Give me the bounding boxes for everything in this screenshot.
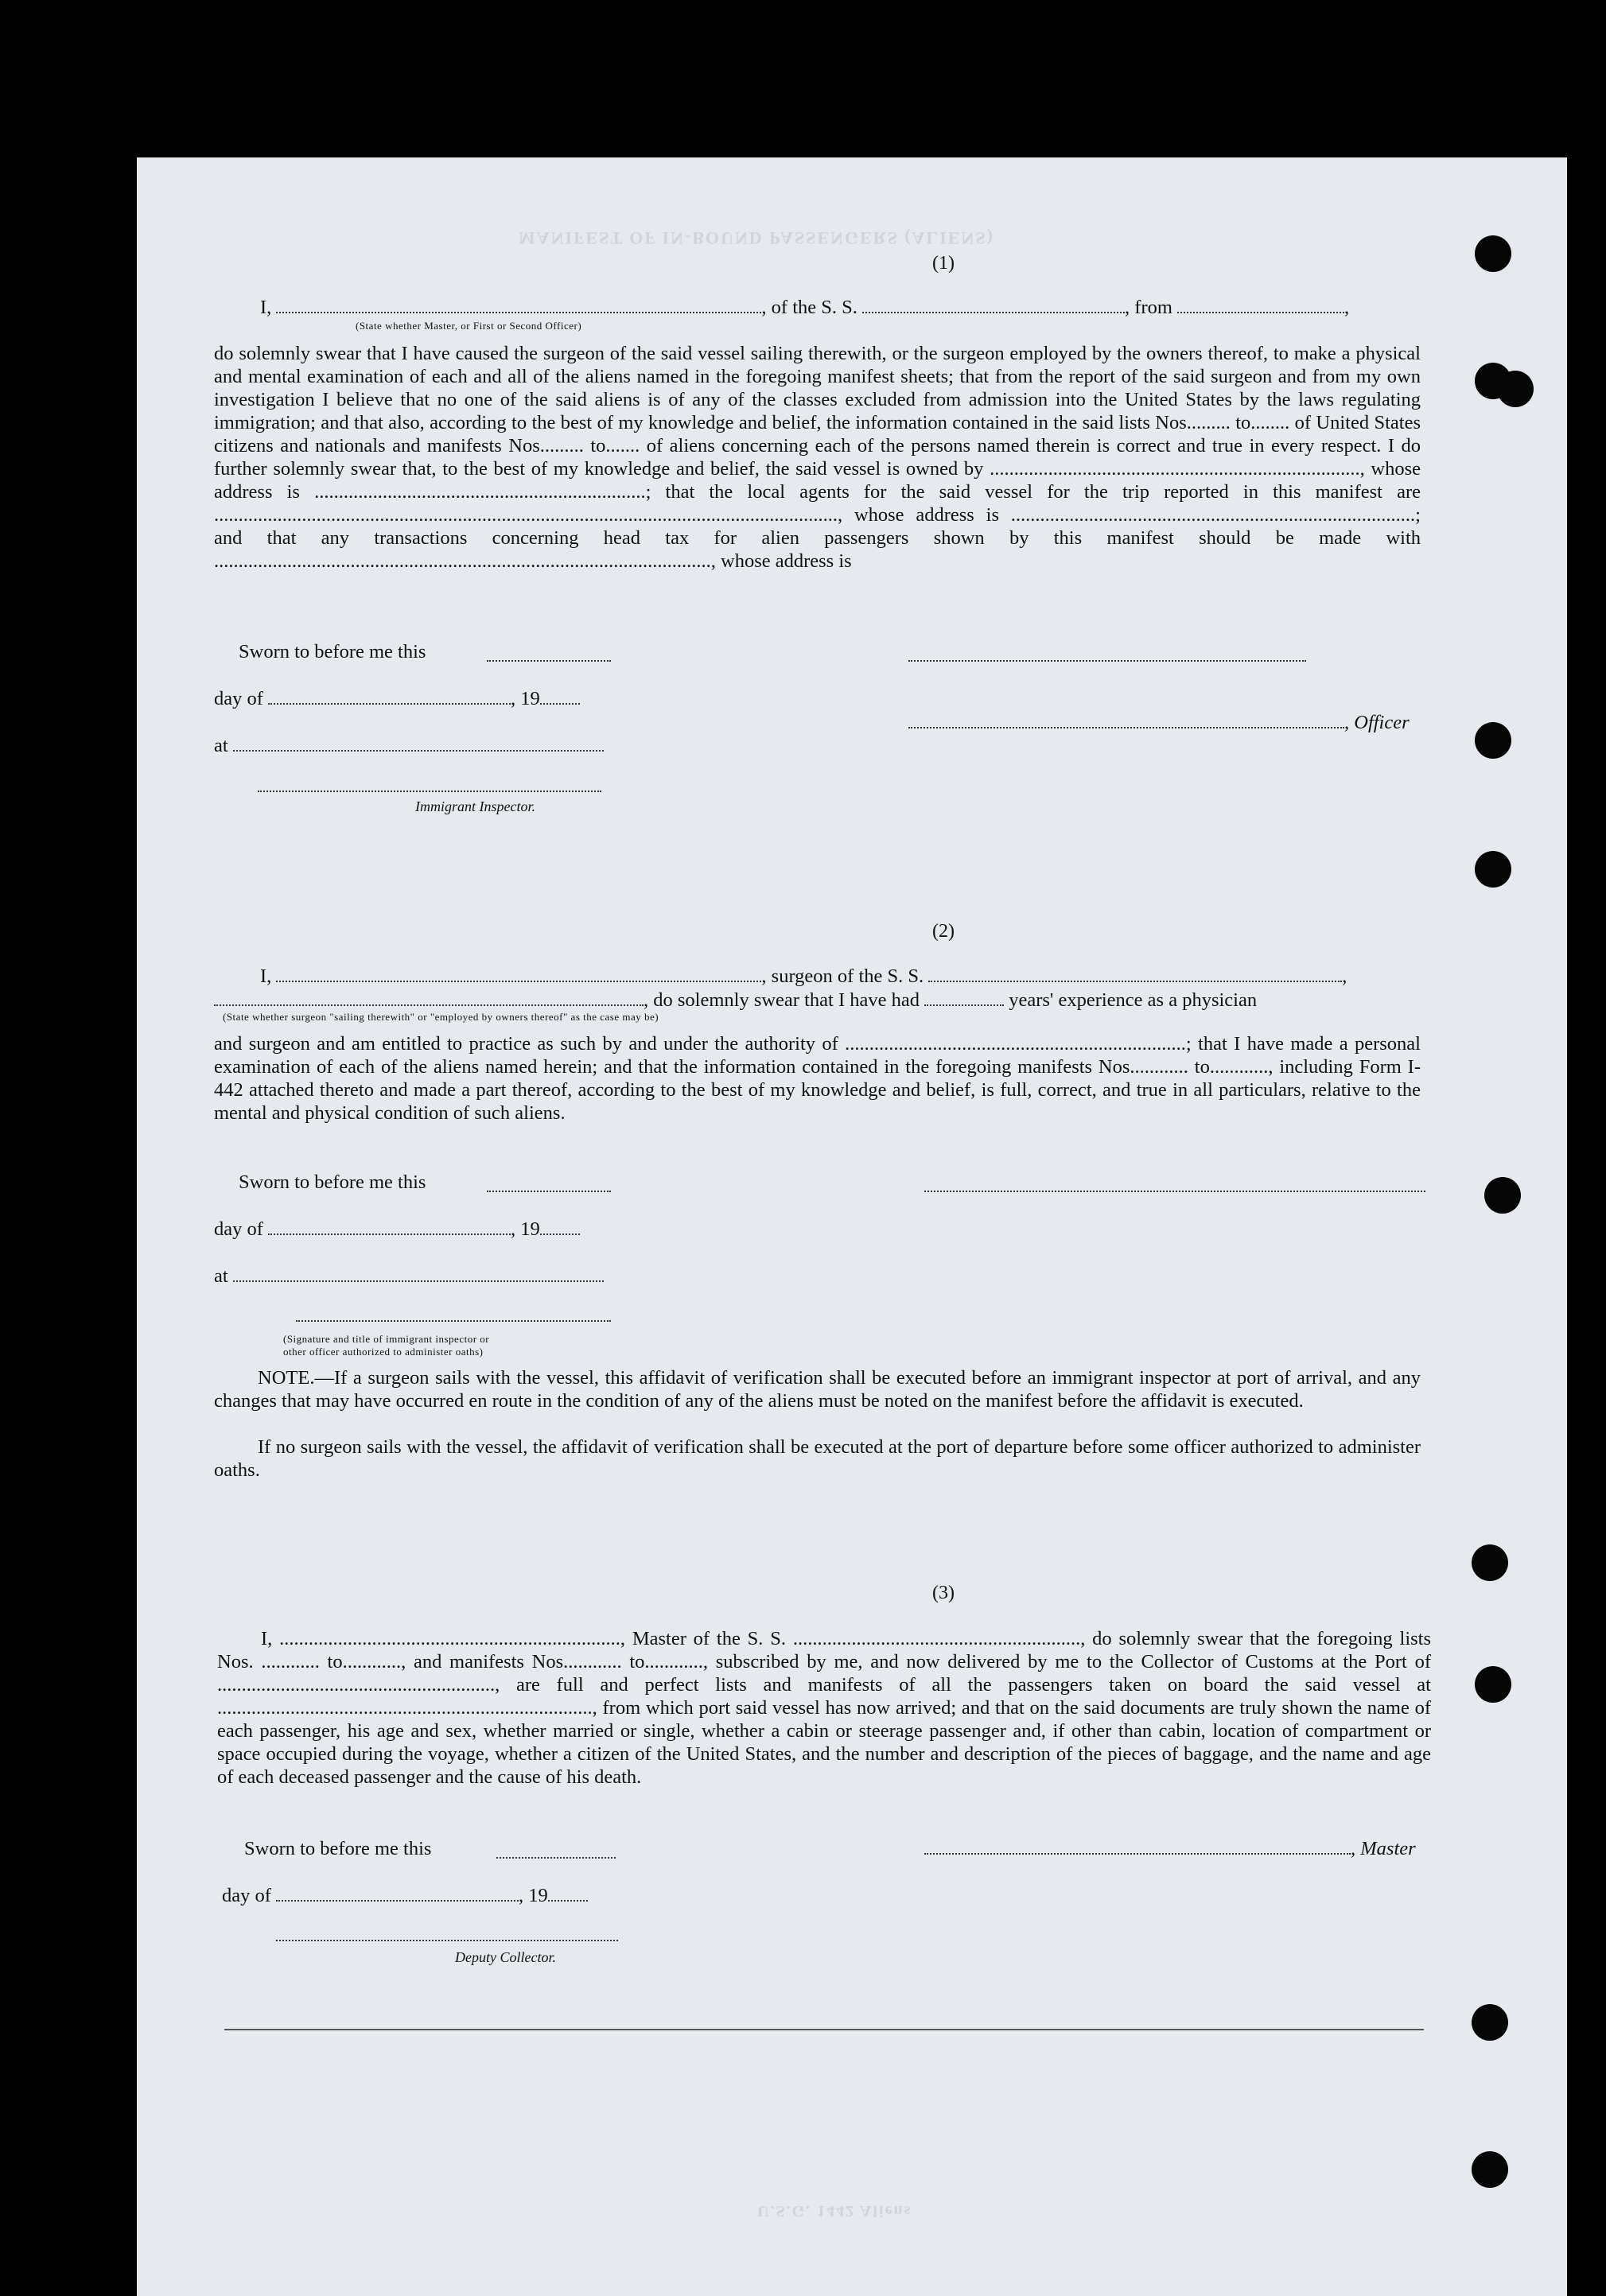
bleed-through-text: U.S.G. 1442 Aliens: [757, 2202, 912, 2220]
binder-hole: [1472, 1544, 1508, 1581]
sworn-label: Sworn to before me this: [244, 1838, 432, 1859]
section-number: (1): [932, 253, 955, 274]
deputy-signature-blank: [276, 1925, 618, 1941]
surgeon-line: I, , surgeon of the S. S. ,: [260, 965, 1347, 987]
note-paragraph: NOTE.—If a surgeon sails with the vessel, this affidavit of verification shall be executed before an immigrant inspector at port of arrival, and any changes that may have occurred en route in the condition of any of the aliens must be noted on the manifest before the affidavit is executed.: [214, 1367, 1421, 1412]
section-number: (3): [932, 1583, 955, 1603]
inspector-caption: Immigrant Inspector.: [415, 798, 535, 814]
note-paragraph: If no surgeon sails with the vessel, the affidavit of verification shall be executed at the port of departure before some officer authorized to administer oaths.: [214, 1436, 1421, 1481]
master-signature-line: , Master: [924, 1838, 1416, 1860]
inspector-signature-blank: [258, 776, 601, 792]
binder-hole: [1475, 722, 1511, 759]
officer-signature-blank: [908, 646, 1306, 662]
document-page: [137, 157, 1567, 2296]
officer-line: , Officer: [908, 712, 1410, 734]
field-caption: (State whether surgeon "sailing therewith" or "employed by owners thereof" as the case may be): [223, 1011, 659, 1023]
oath-paragraph: do solemnly swear that I have caused the surgeon of the said vessel sailing therewith, or the surgeon employed by the owners thereof, to make a physical and mental examination of each and all of the aliens named in the foregoing manifest sheets; that from the report of the said surgeon and from my own investigation I believe that no one of the said aliens is of any of the classes excluded from admission into the United States by the laws regulating immigration; and that also, according to the best of my knowledge and belief, the information contained in the said lists Nos......... to........ of United States citizens and nationals and manifests Nos......... to....... of aliens concerning each of the persons named therein is correct and true in every respect. I do further solemnly swear that, to the best of my knowledge and belief, the said vessel is owned by ............................................................................, whose address is ....................................................................; that the local agents for the said vessel for the trip reported in this manifest are ................................................................................................................................, whose address is ...................................................................................; and that any transactions concerning head tax for alien passengers shown by this manifest should be made with ......................................................................................................, whose address is: [214, 343, 1421, 572]
signature-caption: (Signature and title of immigrant inspector or: [283, 1333, 490, 1345]
binder-hole: [1475, 851, 1511, 888]
deputy-caption: Deputy Collector.: [455, 1949, 556, 1965]
affiant-line: I, , of the S. S. , from ,: [260, 297, 1350, 318]
binder-hole: [1497, 371, 1534, 407]
field-caption: (State whether Master, or First or Second Officer): [356, 320, 582, 332]
day-of-line: day of , 19: [214, 1218, 580, 1241]
binder-hole: [1484, 1177, 1521, 1214]
inspector-signature-blank: [296, 1306, 611, 1322]
binder-hole: [1475, 1666, 1511, 1703]
master-paragraph: I, ......................................................................, Master of the S. S. ..........................................................., do solemnly swear that the foregoing lists Nos. ............ to............, and manifests Nos............ to............, subscribed by me, and now delivered by me to the Collector of Customs at the Port of ........................................................., are full and perfect lists and manifests of all the passengers taken on board the said vessel at ............................................................................., from which port said vessel has now arrived; and that on the said documents are truly shown the name of each passenger, his age and sex, whether married or single, whether a cabin or steerage passenger and, if other than cabin, location of compartment or space occupied during the voyage, whether a citizen of the United States, and the number and description of the pieces of baggage, and the name and age of each deceased passenger and the cause of his death.: [217, 1628, 1431, 1788]
bleed-through-text: MANIFEST OF IN-BOUND PASSENGERS (ALIENS): [519, 228, 994, 248]
at-line: at: [214, 735, 604, 757]
sworn-blank: [487, 1176, 611, 1192]
surgeon-paragraph: and surgeon and am entitled to practice as such by and under the authority of ......................................................................; that I have made a personal examination of each of the aliens named herein; and that the information contained in the foregoing manifests Nos............ to............, including Form I-442 attached thereto and made a part thereof, according to the best of my knowledge and belief, is full, correct, and true in all particulars, relative to the mental and physical condition of such aliens.: [214, 1033, 1421, 1124]
binder-hole: [1472, 2151, 1508, 2188]
section-number: (2): [932, 921, 955, 942]
bottom-rule: [224, 2029, 1424, 2030]
experience-line: , do solemnly swear that I have had years' experience as a physician: [214, 989, 1257, 1012]
day-of-line: day of , 19: [214, 688, 580, 710]
at-line: at: [214, 1265, 604, 1288]
binder-hole: [1472, 2004, 1508, 2041]
sworn-label: Sworn to before me this: [239, 641, 426, 662]
day-of-line: day of , 19: [222, 1885, 588, 1907]
signature-caption: other officer authorized to administer oaths): [283, 1346, 484, 1358]
sworn-blank: [496, 1843, 616, 1859]
binder-hole: [1475, 235, 1511, 272]
sworn-blank: [487, 646, 611, 662]
sworn-label: Sworn to before me this: [239, 1171, 426, 1193]
surgeon-signature-blank: [924, 1176, 1425, 1192]
